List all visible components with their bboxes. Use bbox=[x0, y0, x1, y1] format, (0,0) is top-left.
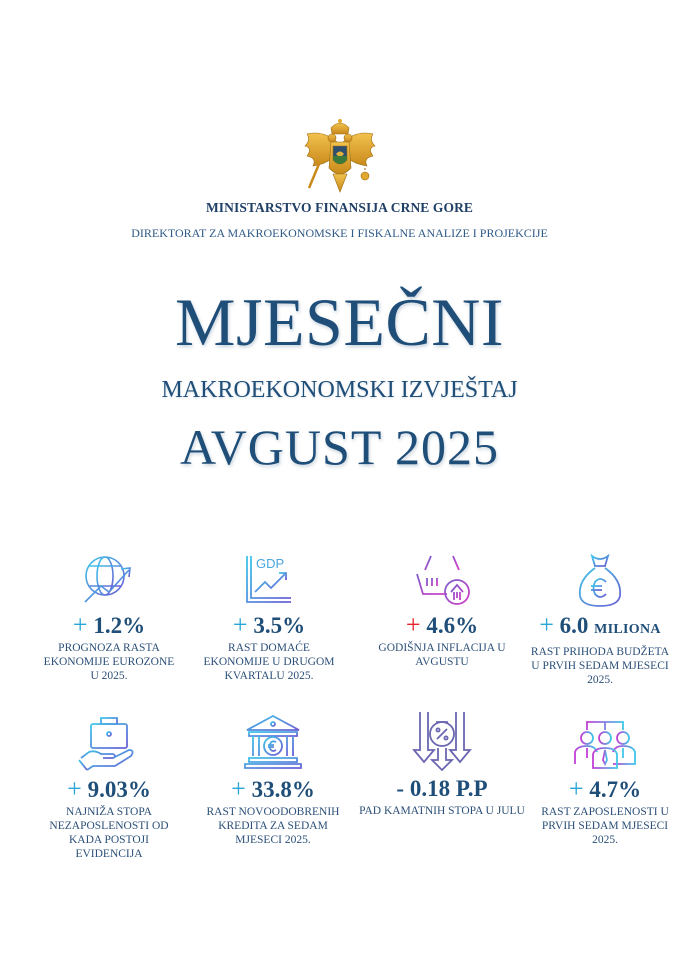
report-title: MJESEČNI bbox=[175, 284, 504, 360]
ministry-name: MINISTARSTVO FINANSIJA CRNE GORE bbox=[205, 200, 474, 215]
hand-briefcase-icon bbox=[77, 712, 141, 774]
percent-down-arrows-icon bbox=[410, 708, 474, 774]
stat-description: NAJNIŽA STOPA NEZAPOSLENOSTI OD KADA POSTOJI EVIDENCIJA bbox=[49, 806, 169, 860]
report-subtitle: MAKROEKONOMSKI IZVJEŠTAJ bbox=[161, 377, 518, 403]
globe-growth-icon bbox=[79, 552, 139, 610]
stat-value: + 4.6% bbox=[405, 610, 479, 639]
stat-value: + 3.5% bbox=[232, 610, 306, 639]
stat-gdp-growth bbox=[184, 552, 354, 683]
stat-description: RAST PRIHODA BUDŽETA U PRVIH SEDAM MJESECI 2025. bbox=[530, 646, 670, 686]
stat-description: PAD KAMATNIH STOPA U JULU bbox=[359, 805, 525, 817]
stat-budget-revenue bbox=[515, 552, 679, 687]
stat-new-loans bbox=[188, 712, 358, 847]
stat-value: - 0.18 P.P bbox=[396, 776, 488, 801]
stat-value: + 33.8% bbox=[231, 774, 315, 803]
stat-description: RAST ZAPOSLENOSTI U PRVIH SEDAM MJESECI 2025. bbox=[541, 806, 669, 846]
coat-of-arms-icon bbox=[293, 118, 387, 198]
stat-interest-rates bbox=[357, 708, 527, 818]
stat-inflation bbox=[357, 552, 527, 669]
stat-value: + 9.03% bbox=[67, 774, 151, 803]
stat-description: RAST NOVOODOBRENIH KREDITA ZA SEDAM MJESECI 2025. bbox=[206, 806, 340, 846]
shopping-basket-up-icon bbox=[407, 552, 477, 610]
stat-value: + 6.0 MILIONA bbox=[539, 610, 661, 639]
stat-description: GODIŠNJA INFLACIJA U AVGUSTU bbox=[378, 642, 506, 668]
stat-description: RAST DOMAĆE EKONOMIJE U DRUGOM KVARTALU 2025. bbox=[203, 642, 335, 682]
employees-group-icon bbox=[573, 712, 637, 774]
stat-unemployment bbox=[24, 712, 194, 861]
directorate-name: DIREKTORAT ZA MAKROEKONOMSKE I FISKALNE ANALIZE I PROJEKCIJE bbox=[131, 226, 548, 240]
svg-text:GDP: GDP bbox=[256, 556, 285, 571]
stat-employment-growth bbox=[520, 712, 679, 847]
report-period: AVGUST 2025 bbox=[180, 419, 499, 475]
stat-value: + 4.7% bbox=[568, 774, 642, 803]
bank-euro-icon bbox=[241, 712, 305, 774]
stat-eurozone-growth bbox=[24, 552, 194, 683]
euro-money-bag-icon bbox=[570, 552, 630, 610]
stat-description: PROGNOZA RASTA EKONOMIJE EUROZONE U 2025. bbox=[43, 642, 175, 682]
stat-value: + 1.2% bbox=[72, 610, 146, 639]
gdp-chart-icon bbox=[239, 552, 299, 610]
